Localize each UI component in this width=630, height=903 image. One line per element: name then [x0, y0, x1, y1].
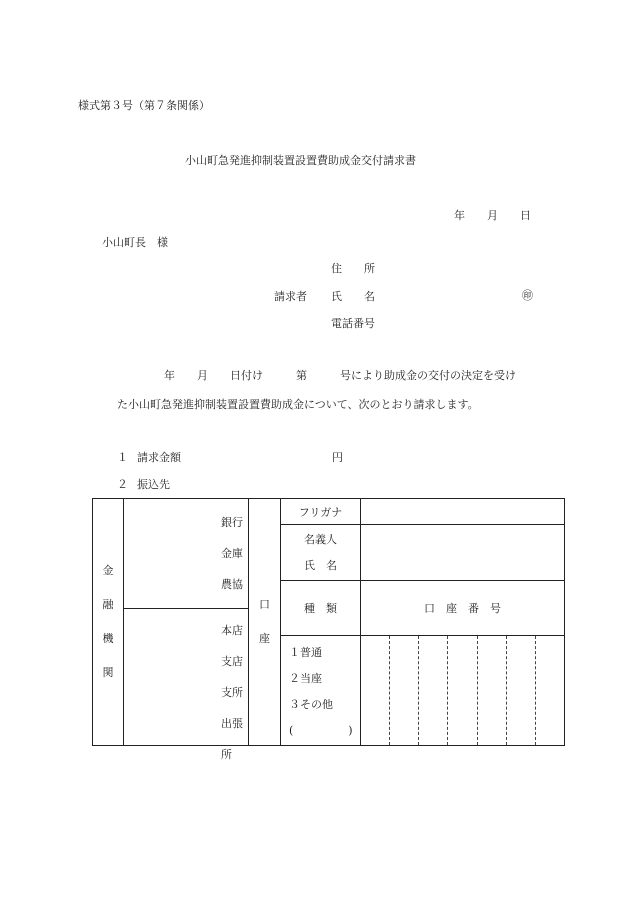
digit-box[interactable]	[390, 636, 419, 745]
digit-box[interactable]	[478, 636, 507, 745]
account-char: 座	[259, 632, 270, 645]
name-label: 氏 名	[331, 290, 375, 303]
account-kind: ２当座	[289, 672, 322, 685]
digit-box[interactable]	[361, 636, 390, 745]
fi-char: 融	[102, 598, 114, 611]
digit-box[interactable]	[419, 636, 448, 745]
account-char: 口	[259, 598, 270, 611]
item-2-number: ２	[117, 478, 128, 491]
body-line-2: た小山町急発進抑制装置設置費助成金について、次のとおり請求します。	[117, 398, 479, 411]
institution-type: 銀行	[221, 516, 243, 529]
item-1-unit: 円	[332, 451, 343, 464]
digit-box[interactable]	[448, 636, 477, 745]
branch-type: 出張所	[221, 717, 243, 761]
branch-type: 支所	[221, 686, 243, 699]
form-number: 様式第３号（第７条関係）	[78, 99, 210, 112]
institution-type-cell[interactable]	[124, 499, 249, 609]
holder-label-2: 氏 名	[304, 558, 337, 572]
branch-type: 本店	[221, 624, 243, 637]
institution-type: 農協	[221, 578, 243, 591]
furigana-field[interactable]	[361, 499, 565, 525]
account-number-digit-grid	[361, 636, 564, 745]
account-kind-cell[interactable]	[281, 636, 361, 746]
account-kind: １普通	[289, 646, 322, 659]
holder-name-field[interactable]	[361, 525, 565, 581]
kind-label: 種 類	[281, 581, 361, 636]
date-line: 年 月 日	[454, 209, 531, 222]
bank-account-table	[92, 498, 565, 761]
account-number-label: 口 座 番 号	[361, 581, 565, 636]
holder-label-1: 名義人	[304, 532, 337, 546]
branch-type-cell[interactable]	[124, 609, 249, 761]
financial-institution-label	[93, 499, 124, 746]
account-kind: ( )	[289, 724, 353, 737]
claimant-label: 請求者	[274, 290, 307, 303]
fi-char: 関	[102, 666, 114, 679]
body-line-1: 年 月 日付け 第 号により助成金の交付の決定を受け	[164, 369, 516, 382]
digit-box[interactable]	[536, 636, 564, 745]
fi-char: 金	[102, 564, 114, 577]
item-1-number: １	[117, 451, 128, 464]
institution-type: 金庫	[221, 547, 243, 560]
item-2-label: 振込先	[137, 478, 170, 491]
document-title: 小山町急発進抑制装置設置費助成金交付請求書	[185, 154, 416, 167]
phone-label: 電話番号	[331, 317, 375, 330]
digit-box[interactable]	[507, 636, 536, 745]
furigana-label: フリガナ	[281, 499, 361, 525]
account-label	[249, 499, 281, 746]
account-kind: ３その他	[289, 698, 333, 711]
address-label: 住 所	[331, 262, 375, 275]
fi-char: 機	[102, 632, 114, 645]
account-number-field[interactable]	[361, 636, 565, 746]
seal-mark: ㊞	[522, 289, 533, 302]
item-1-label: 請求金額	[137, 451, 181, 464]
branch-type: 支店	[221, 655, 243, 668]
holder-label	[281, 525, 361, 581]
addressee: 小山町長 様	[102, 236, 168, 249]
